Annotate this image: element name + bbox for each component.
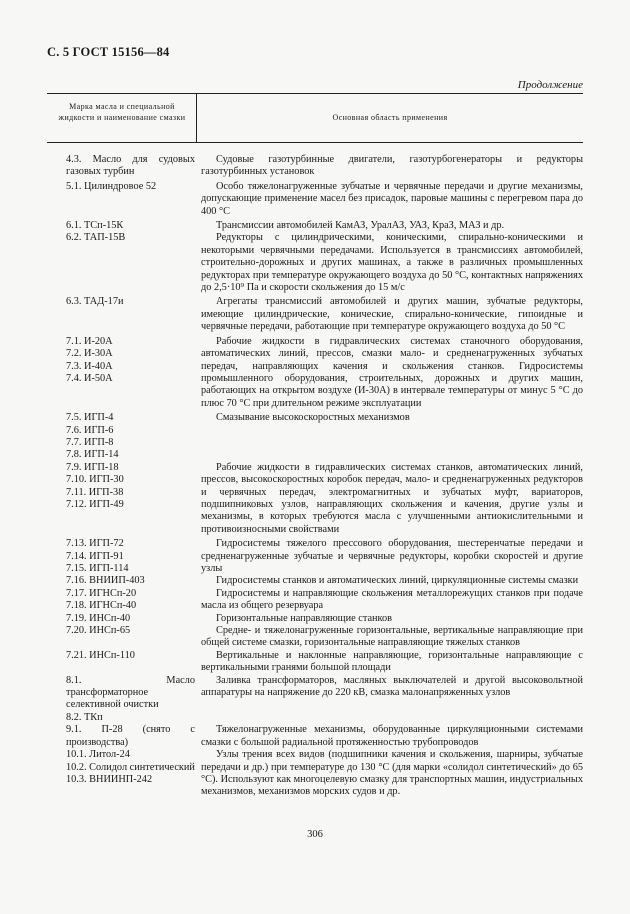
grade-name: 7.6. ИГП-6: [66, 424, 114, 436]
table-row: [47, 412, 583, 462]
grade-name: 7.21. ИНСп-110: [66, 649, 135, 661]
application-cell: Особо тяжелонагруженные зубчатые и червячные передачи и другие механизмы, допускающие применение масел без присадок, паровые машины с перегревом пара до 400 °С: [201, 180, 583, 217]
application-cell: Гидросистемы тяжелого прессового оборудования, шестеренчатые передачи и средненагруженные зубчатые и червячные редукторы, коробки скоростей и другие узлы: [201, 538, 583, 574]
column-header-grade: Марка масла и специальной жидкости и наименование смазки: [58, 102, 186, 122]
grade-name: 7.5. ИГП-4: [66, 412, 114, 424]
grade-name: 7.8. ИГП-14: [66, 449, 119, 461]
table-row: [47, 538, 583, 575]
application-cell: Заливка трансформаторов, масляных выключателей и другой высоковольтной аппаратуры на напряжение до 220 кВ, смазка малонапряженных узлов: [201, 674, 583, 699]
grade-name: 7.3. И-40А: [66, 360, 113, 372]
grade-cell: [47, 613, 201, 625]
table-row: [47, 650, 583, 675]
grade-cell: [47, 650, 201, 662]
table-row: [47, 232, 583, 294]
grade-name: 6.3. ТАД-17и: [66, 296, 124, 308]
page-header: С. 5 ГОСТ 15156—84: [47, 45, 170, 59]
grade-name: 7.18. ИГНСп-40: [66, 600, 137, 612]
table-column-divider: [196, 93, 197, 143]
grade-cell: [47, 575, 201, 587]
grade-cell: [47, 412, 201, 462]
table-head-rule: [47, 142, 583, 143]
grade-name: 7.20. ИНСп-65: [66, 625, 131, 637]
application-cell: Горизонтальные направляющие станков: [216, 612, 393, 624]
grade-cell: [47, 724, 201, 749]
column-header-application: Основная область применения: [332, 113, 448, 122]
table-row: [47, 296, 583, 333]
grade-name: 7.10. ИГП-30: [66, 474, 124, 486]
application-cell: Трансмиссии автомобилей КамАЗ, УралАЗ, УАЗ, КраЗ, МАЗ и др.: [216, 220, 505, 232]
grade-name: 7.14. ИГП-91: [66, 550, 124, 562]
table-row: [47, 675, 583, 725]
page-number: 306: [307, 829, 323, 840]
grade-name: 7.15. ИГП-114: [66, 563, 129, 574]
grade-name: 4.3. Масло для судовых газовых турбин: [66, 154, 195, 178]
grade-name: 7.17. ИГНСп-20: [66, 587, 137, 599]
grade-name: 6.2. ТАП-15В: [66, 232, 126, 244]
grade-cell: [47, 675, 201, 725]
grade-name: 6.1. ТСп-15К: [66, 220, 124, 232]
table-row: [47, 181, 583, 218]
grade-name: 7.13. ИГП-72: [66, 538, 124, 550]
application-cell: Узлы трения всех видов (подшипники качения и скольжения, шарниры, зубчатые передачи и др.) при температуре до 130 °С (для марки «солидол синтетический» до 65 °С). Используют как многоцелевую смазку для транспортных машин, индустриальных механизмов, механизмов морских судов и др.: [201, 749, 583, 798]
grade-name: 7.1. И-20А: [66, 335, 113, 347]
application-cell: Смазывание высокоскоростных механизмов: [216, 412, 410, 424]
grade-cell: [47, 220, 201, 232]
application-cell: Средне- и тяжелонагруженные горизонтальные, вертикальные направляющие при общей системе смазки, горизонтальные направляющие тяжелых станков: [201, 625, 583, 649]
table-row: [47, 154, 583, 179]
application-cell: Вертикальные и наклонные направляющие, горизонтальные направляющие с вертикальными гранями большой площади: [201, 649, 583, 674]
application-cell: Рабочие жидкости в гидравлических системах станочного оборудования, автоматических линий, прессов, смазки мало- и средненагруженных зубчатых передач, направляющих качения и скольжения станков. Гидросистемы промышленного оборудования, строительных, дорожных и других машин, работающих на открытом воздухе (И-30А) в интервале температуры от минус 5 °С до плюс 70 °С при длительном режиме эксплуатации: [201, 335, 583, 409]
application-cell: Агрегаты трансмиссий автомобилей и других машин, зубчатые редукторы, имеющие цилиндрические, конические, спирально-конические, гипоидные и червячные передачи, работающие при температуре окружающего воздуха до 50 °С: [201, 296, 583, 333]
grade-name: 10.2. Солидол синтетический: [66, 761, 195, 773]
grade-cell: [47, 625, 201, 637]
grade-name: 7.4. И-50А: [66, 372, 113, 384]
grade-name: 7.19. ИНСп-40: [66, 612, 131, 624]
grade-cell: [47, 462, 201, 512]
table-row: [47, 575, 583, 587]
grade-name: 10.3. ВНИИНП-242: [66, 773, 153, 785]
table-body: [47, 154, 583, 799]
application-cell: Гидросистемы станков и автоматических линий, циркуляционные системы смазки: [216, 575, 579, 587]
grade-name: 7.9. ИГП-18: [66, 461, 119, 473]
application-cell: Судовые газотурбинные двигатели, газотурбогенераторы и редукторы газотурбинных установок: [201, 154, 583, 178]
grade-name: 7.12. ИГП-49: [66, 498, 124, 510]
continuation-label: Продолжение: [517, 79, 583, 91]
application-cell: Тяжелонагруженные механизмы, оборудованные циркуляционными системами смазки с большой радиальной протяженностью трубопроводов: [201, 724, 583, 748]
grade-cell: [47, 181, 201, 193]
table-row: [47, 588, 583, 613]
grade-cell: [47, 538, 201, 575]
table-row: [47, 462, 583, 536]
table-row: [47, 220, 583, 232]
grade-name: 7.16. ВНИИП-403: [66, 575, 145, 587]
grade-cell: [47, 336, 201, 386]
application-cell: Рабочие жидкости в гидравлических системах станков, автоматических линий, прессов, высокоскоростных коробок передач, мало- и средненагруженных редукторов и червячных передач, электромагнитных и зубчатых муфт, вариаторов, подшипниковых узлов, направляющих скольжения и качения, другие узлы и механизмы, в которых требуются масла с улучшенными антиокислительными и противоизносными свойствами: [201, 461, 583, 535]
table-row: [47, 625, 583, 650]
table-row: [47, 336, 583, 410]
grade-name: 5.1. Цилиндровое 52: [66, 180, 157, 192]
grade-name: 7.7. ИГП-8: [66, 436, 114, 448]
application-cell: Гидросистемы и направляющие скольжения металлорежущих станков при подаче масла из общего резервуара: [201, 587, 583, 612]
grade-cell: [47, 154, 201, 179]
grade-cell: [47, 749, 201, 786]
table-row: [47, 749, 583, 799]
table-row: [47, 613, 583, 625]
grade-name: 10.1. Литол-24: [66, 749, 130, 761]
grade-name: 9.1. П-28 (снято с производства): [66, 724, 195, 748]
grade-cell: [47, 588, 201, 613]
grade-name: 7.2. И-30А: [66, 348, 113, 360]
grade-cell: [47, 232, 201, 244]
grade-name: 8.2. ТКп: [66, 711, 103, 723]
table-row: [47, 724, 583, 749]
grade-cell: [47, 296, 201, 308]
grade-name: 8.1. Масло трансформаторное селективной очистки: [66, 674, 195, 711]
grade-name: 7.11. ИГП-38: [66, 486, 124, 498]
table-top-rule: [47, 93, 583, 94]
application-cell: Редукторы с цилиндрическими, коническими, спирально-коническими и некоторыми червячными передачами. Используется в трансмиссиях автомобилей, строительно-дорожных и других машинах, а также в различных промышленных редукторах при температуре окружающего воздуха до 50 °С, контактных напряжениях до 2,5·10⁹ Па и скорости скольжения до 15 м/с: [201, 232, 583, 294]
